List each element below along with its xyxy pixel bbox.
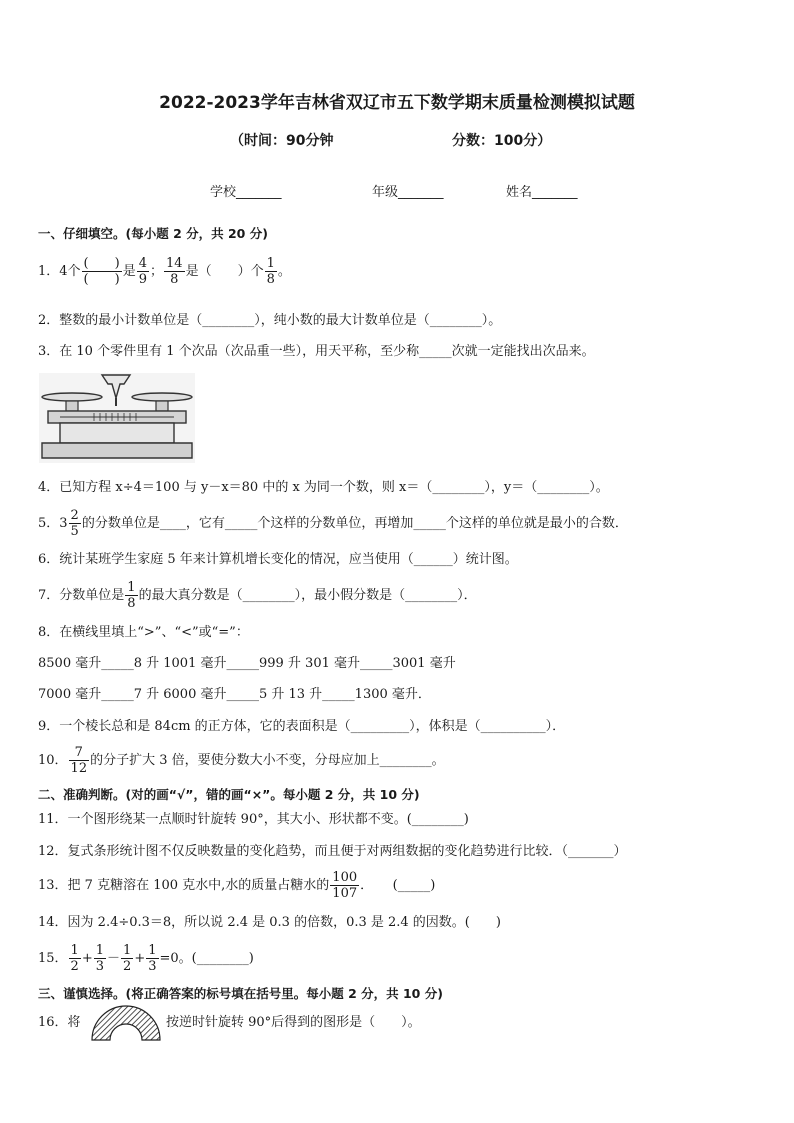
q1-fraction-3: $\frac{1}{8}$ (266, 256, 275, 287)
exam-time: （时间：90分钟 (230, 133, 334, 149)
q1-text-e: 。 (277, 264, 291, 279)
q13-fraction: $\frac{100}{107}$ (332, 870, 358, 901)
question-1 (38, 256, 291, 287)
question-16-lead: 16．将 (38, 1015, 81, 1030)
q15-fraction-3: $\frac{1}{2}$ (123, 943, 132, 974)
question-8-head: 8．在横线里填上“>”、“<”或“=”： (38, 625, 249, 640)
q15-text-b: =0。(________) (159, 951, 254, 966)
school-field[interactable]: 学校_______ (210, 185, 282, 200)
question-10 (38, 745, 445, 776)
q5-fraction: $\frac{2}{5}$ (70, 508, 79, 539)
question-4: 4．已知方程 x÷4＝100 与 y－x＝80 中的 x 为同一个数，则 x＝（________），y＝（________）。 (38, 480, 609, 495)
question-9: 9．一个棱长总和是 84cm 的正方体，它的表面积是（_________），体积是（__________）． (38, 719, 566, 734)
q10-text-b: 的分子扩大 3 倍，要使分数大小不变，分母应加上________。 (90, 753, 445, 768)
q10-text-a: 10． (38, 753, 68, 768)
q7-fraction: $\frac{1}{8}$ (127, 580, 136, 611)
question-15: 15． $\frac{1}{2}$ + $\frac{1}{3}$ － $\frac{1}{2}$ + $\frac{1}{3}$ =0。(________) (38, 943, 254, 974)
name-field[interactable]: 姓名_______ (506, 185, 578, 200)
question-2: 2．整数的最小计数单位是（________），纯小数的最大计数单位是（________）。 (38, 313, 502, 328)
question-14: 14．因为 2.4÷0.3＝8，所以说 2.4 是 0.3 的倍数，0.3 是 2.4 的因数。( ) (38, 915, 501, 930)
question-6: 6．统计某班学生家庭 5 年来计算机增长变化的情况，应当使用（______）统计图。 (38, 552, 518, 567)
q15-text-a: 15． (38, 951, 68, 966)
half-ring-shape-image (90, 1004, 162, 1042)
q1-text-a: 1．4个 (38, 264, 81, 279)
q1-text-b: 是 (122, 264, 136, 279)
q15-fraction-2: $\frac{1}{3}$ (95, 943, 105, 974)
balance-scale-image (38, 372, 196, 464)
section-heading-true-false: 二、准确判断。(对的画“√”，错的画“×”。每小题 2 分，共 10 分) (38, 787, 420, 802)
q13-text-a: 13．把 7 克糖溶在 100 克水中,水的质量占糖水的 (38, 878, 330, 893)
q7-text-b: 的最大真分数是（________），最小假分数是（________）． (138, 588, 477, 603)
q5-text-b: 的分数单位是____，它有_____个这样的分数单位，再增加_____个这样的单位就是最小的合数． (81, 516, 628, 531)
section-heading-choice: 三、谨慎选择。(将正确答案的标号填在括号里。每小题 2 分，共 10 分) (38, 986, 443, 1001)
question-12: 12．复式条形统计图不仅反映数量的变化趋势，而且便于对两组数据的变化趋势进行比较．（_______） (38, 844, 627, 859)
q1-fraction-1: $\frac{4}{9}$ (138, 256, 147, 287)
q1-paren-bottom: ( ) (83, 272, 120, 287)
question-8-row-2: 7000 毫升_____7 升 6000 毫升_____5 升 13 升_____1300 毫升． (38, 687, 431, 702)
question-5 (38, 508, 628, 539)
q7-text-a: 7．分数单位是 (38, 588, 125, 603)
page-title: 2022-2023学年吉林省双辽市五下数学期末质量检测模拟试题 (159, 93, 635, 113)
q1-text-d: 是（ ）个 (185, 264, 264, 279)
q5-text-a: 5．3 (38, 516, 68, 531)
q10-fraction: $\frac{7}{12}$ (70, 745, 88, 776)
question-11: 11．一个图形绕某一点顺时针旋转 90°，其大小、形状都不变。(________) (38, 812, 469, 827)
section-heading-fill-blank: 一、仔细填空。(每小题 2 分，共 20 分) (38, 226, 268, 241)
exam-score: 分数：100分） (452, 133, 552, 149)
q1-text-c: ； (150, 264, 164, 279)
question-16-text: 按逆时针旋转 90°后得到的图形是（ ）。 (166, 1015, 421, 1030)
q15-fraction-4: $\frac{1}{3}$ (148, 943, 157, 974)
q15-fraction-1: $\frac{1}{2}$ (70, 943, 79, 974)
q1-paren-top: ( ) (83, 256, 120, 271)
question-13 (38, 870, 435, 901)
question-3: 3．在 10 个零件里有 1 个次品（次品重一些），用天平称，至少称_____次就一定能找出次品来。 (38, 344, 595, 359)
question-7 (38, 580, 477, 611)
q1-fraction-2: $\frac{14}{8}$ (166, 256, 183, 287)
q1-paren-fraction[interactable] (82, 256, 122, 287)
question-8-row-1: 8500 毫升_____8 升 1001 毫升_____999 升 301 毫升_____3001 毫升 (38, 656, 456, 671)
q13-text-b: ． (_____) (360, 878, 436, 893)
grade-field[interactable]: 年级_______ (372, 185, 444, 200)
